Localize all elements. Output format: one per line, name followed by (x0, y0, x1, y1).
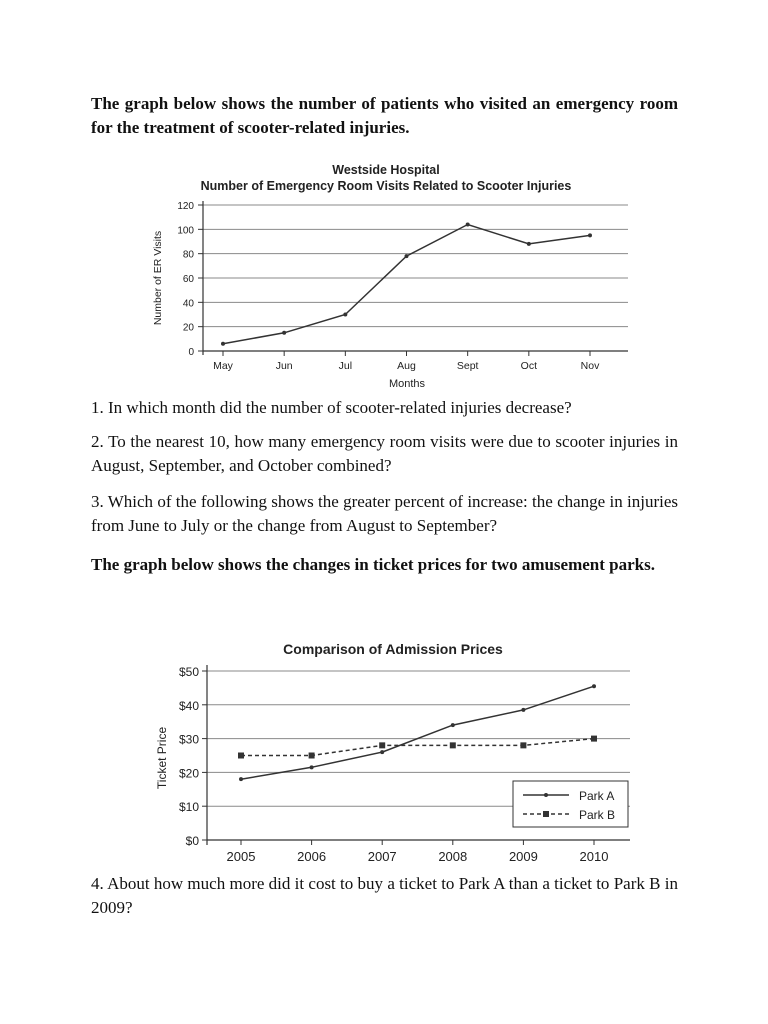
x-tick-label: 2006 (297, 849, 327, 864)
chart-subtitle: Number of Emergency Room Visits Related to Scooter Injuries (200, 179, 572, 193)
series-line-park-b (241, 739, 594, 756)
data-point-park-b (379, 742, 385, 748)
legend-marker-park-a (544, 793, 548, 797)
data-point-park-b (309, 753, 315, 759)
y-tick-label: $10 (178, 800, 199, 815)
x-tick-label: Jun (275, 360, 293, 372)
x-tick-label: May (213, 360, 233, 372)
x-tick-label: 2007 (367, 849, 397, 864)
x-tick-label: Sept (456, 360, 479, 372)
y-tick-label: 20 (182, 322, 194, 334)
x-tick-label: 2008 (438, 849, 468, 864)
data-point-park-b (520, 742, 526, 748)
x-axis-label: Months (388, 378, 426, 390)
legend-label-park-b: Park B (579, 808, 616, 822)
y-axis-label: Number of ER Visits (152, 230, 164, 326)
legend-marker-park-b (543, 811, 549, 817)
x-tick-label: Aug (397, 360, 416, 372)
question-1: 1. In which month did the number of scooter-related injuries decrease? (91, 398, 572, 417)
x-tick-label: 2009 (508, 849, 538, 864)
data-point-park-b (450, 742, 456, 748)
data-point-park-a (521, 708, 525, 712)
y-tick-label: $20 (178, 766, 199, 781)
x-tick-label: 2010 (579, 849, 609, 864)
y-tick-label: 40 (182, 298, 194, 310)
y-tick-label: 100 (177, 225, 194, 237)
y-tick-label: $50 (178, 665, 199, 679)
question-3: 3. Which of the following shows the greater percent of increase: the change in injuries from June to July or the change from August to September? (91, 492, 678, 535)
question-2: 2. To the nearest 10, how many emergency room visits were due to scooter injuries in August, September, and October combined? (91, 432, 678, 475)
data-point-park-b (591, 736, 597, 742)
question-4: 4. About how much more did it cost to buy a ticket to Park A than a ticket to Park B in 2009? (91, 874, 678, 917)
data-point-park-a (310, 765, 314, 769)
x-tick-label: 2005 (226, 849, 256, 864)
y-axis-label: Ticket Price (155, 726, 169, 790)
data-point-park-a (592, 684, 596, 688)
y-tick-label: $0 (185, 834, 199, 848)
y-tick-label: $40 (178, 698, 199, 713)
series-line-park-a (241, 686, 594, 779)
y-tick-label: 120 (177, 201, 194, 212)
chart-title: Comparison of Admission Prices (283, 641, 503, 657)
data-point-park-a (239, 777, 243, 781)
data-point-park-b (238, 753, 244, 759)
y-tick-label: $30 (178, 732, 199, 747)
intro-ticket-graph: The graph below shows the changes in ticket prices for two amusement parks. (91, 555, 655, 574)
y-tick-label: 60 (182, 274, 194, 285)
data-point-park-a (380, 750, 384, 754)
x-tick-label: Nov (580, 360, 600, 372)
x-tick-label: Oct (520, 360, 538, 372)
chart-title: Westside Hospital (332, 163, 440, 177)
y-tick-label: 0 (188, 347, 194, 358)
legend-label-park-a: Park A (579, 789, 615, 803)
x-tick-label: Jul (338, 360, 353, 372)
data-point-park-a (451, 723, 455, 727)
intro-scooter-graph: The graph below shows the number of patients who visited an emergency room for the treatment of scooter-related injuries. (91, 94, 678, 137)
y-tick-label: 80 (182, 249, 194, 261)
